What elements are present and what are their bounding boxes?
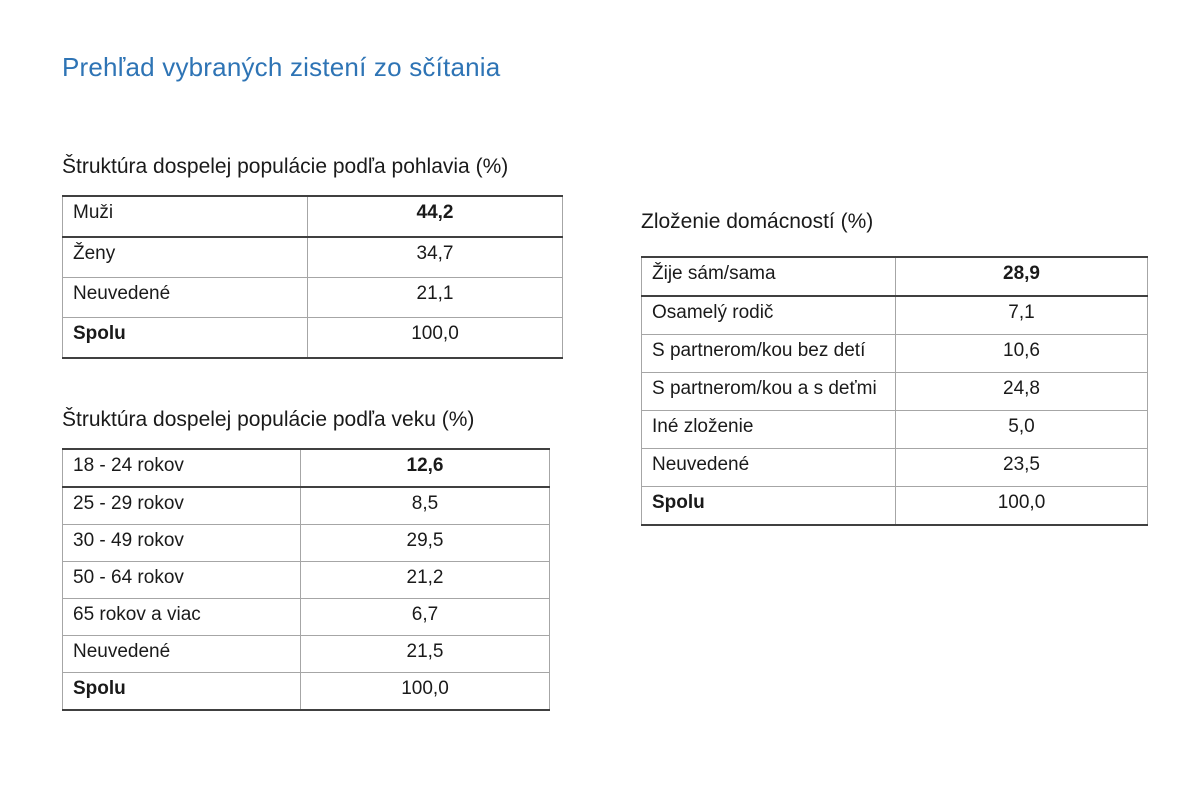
age-table-block — [62, 408, 550, 711]
table-row-total — [63, 673, 550, 711]
table-row — [63, 562, 550, 599]
table-row-total — [642, 487, 1148, 526]
table-row — [642, 296, 1148, 335]
row-value: 21,2 — [301, 562, 550, 599]
row-value: 29,5 — [301, 525, 550, 562]
row-value: 28,9 — [896, 257, 1148, 296]
row-label: Muži — [63, 196, 308, 237]
row-value: 44,2 — [308, 196, 563, 237]
row-label: Neuvedené — [63, 636, 301, 673]
row-label: Spolu — [63, 318, 308, 359]
table-row-total — [63, 318, 563, 359]
row-value: 7,1 — [896, 296, 1148, 335]
table-row — [63, 278, 563, 318]
table-row — [642, 411, 1148, 449]
table-row — [63, 487, 550, 525]
row-label: 65 rokov a viac — [63, 599, 301, 636]
table-row — [642, 257, 1148, 296]
household-table — [641, 256, 1148, 526]
table-row — [642, 373, 1148, 411]
row-value: 10,6 — [896, 335, 1148, 373]
row-label: Ženy — [63, 237, 308, 278]
row-label: Neuvedené — [63, 278, 308, 318]
row-label: S partnerom/kou a s deťmi — [642, 373, 896, 411]
row-label: 50 - 64 rokov — [63, 562, 301, 599]
row-label: Žije sám/sama — [642, 257, 896, 296]
row-value: 100,0 — [896, 487, 1148, 526]
household-table-block — [641, 210, 1148, 526]
row-label: Iné zloženie — [642, 411, 896, 449]
household-table-heading: Zloženie domácností (%) — [641, 210, 874, 233]
gender-table — [62, 195, 563, 359]
row-label: 25 - 29 rokov — [63, 487, 301, 525]
row-value: 5,0 — [896, 411, 1148, 449]
page-title: Prehľad vybraných zistení zo sčítania — [62, 52, 501, 82]
table-row — [63, 196, 563, 237]
age-table — [62, 448, 550, 711]
row-value: 21,1 — [308, 278, 563, 318]
row-value: 6,7 — [301, 599, 550, 636]
row-value: 21,5 — [301, 636, 550, 673]
row-label: Osamelý rodič — [642, 296, 896, 335]
table-row — [63, 636, 550, 673]
gender-table-block — [62, 155, 563, 359]
row-value: 23,5 — [896, 449, 1148, 487]
row-label: 30 - 49 rokov — [63, 525, 301, 562]
table-row — [63, 237, 563, 278]
row-value: 8,5 — [301, 487, 550, 525]
table-row — [63, 449, 550, 487]
row-label: S partnerom/kou bez detí — [642, 335, 896, 373]
table-row — [642, 449, 1148, 487]
row-value: 24,8 — [896, 373, 1148, 411]
row-label: Spolu — [642, 487, 896, 526]
table-row — [63, 599, 550, 636]
row-value: 100,0 — [301, 673, 550, 711]
row-label: Neuvedené — [642, 449, 896, 487]
row-value: 12,6 — [301, 449, 550, 487]
row-label: 18 - 24 rokov — [63, 449, 301, 487]
row-label: Spolu — [63, 673, 301, 711]
row-value: 34,7 — [308, 237, 563, 278]
gender-table-heading: Štruktúra dospelej populácie podľa pohlavia (%) — [62, 155, 509, 178]
table-row — [642, 335, 1148, 373]
table-row — [63, 525, 550, 562]
row-value: 100,0 — [308, 318, 563, 359]
age-table-heading: Štruktúra dospelej populácie podľa veku (%) — [62, 408, 475, 431]
